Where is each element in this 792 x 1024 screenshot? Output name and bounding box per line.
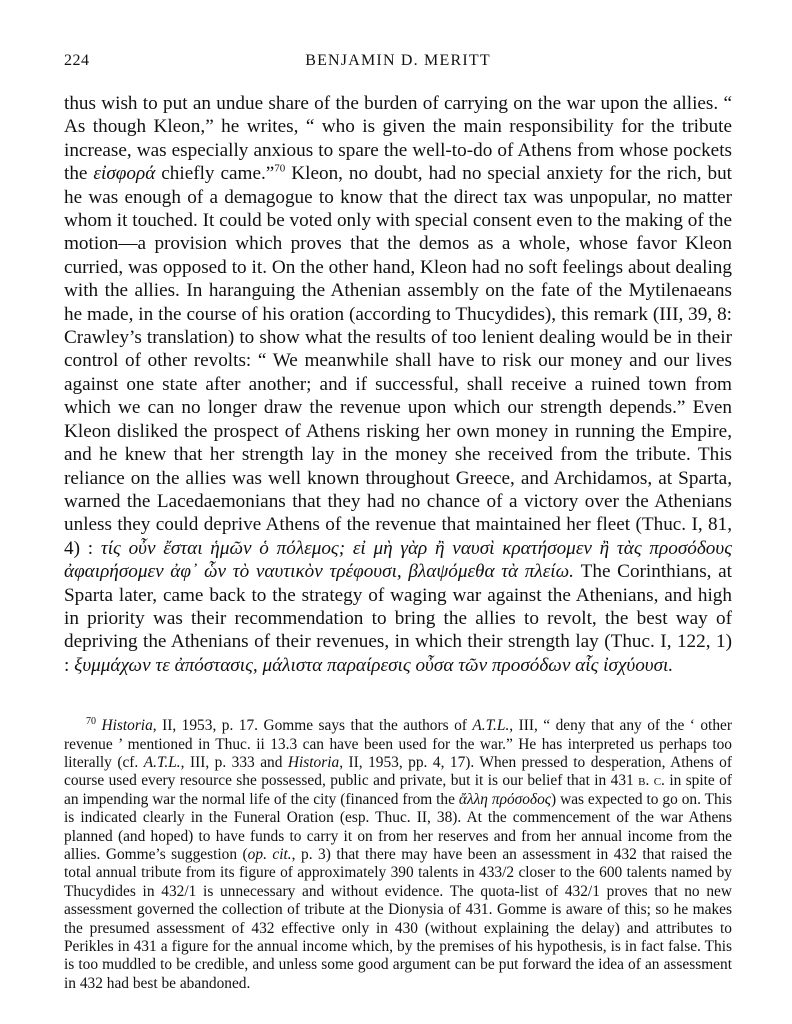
greek-term: ἄλλη πρόσοδος <box>458 790 552 808</box>
body-text-segment: Kleon, no doubt, had no special anxiety for the rich, but he was enough of a demagogue to know that the direct tax was unpopular, no matter whom it touched. It could be voted only with special consent even to the making of the motion—a provision which proves that the demos as a whole, whose favor Kleon curried, was opposed to it. On the other hand, Kleon had no soft feelings about dealing with the allies. In haranguing the Athenian assembly on the fate of the Mytilenaeans he made, in the course of his oration (according to Thucydides), this remark (III, 39, 8: Crawley’s translation) to show what the results of too lenient dealing would be in their control of other revolts: “ We meanwhile shall have to risk our money and our lives against one state after another; and if successful, shall receive a ruined town from which we can no longer draw the revenue upon which our strength depends.” Even Kleon disliked the prospect of Athens risking her own money in running the Empire, and he knew that her strength lay in the money she received from the tribute. This reliance on the allies was well known throughout Greece, and Archidamos, at Sparta, warned the Lacedaemonians that they had no chance of a victory over the Athenians unless they could deprive Athens of the revenue that maintained her fleet (Thuc. I, 81, 4) : <box>64 163 732 559</box>
main-text <box>64 92 732 677</box>
greek-term: εἰσφορά <box>93 163 156 185</box>
footnote-text: in spite of an impending war the normal life of the city (financed from the <box>64 772 732 808</box>
footnote-citation: A.T.L. <box>143 753 181 771</box>
footnote-text: , III, p. 333 and <box>180 753 288 771</box>
footnote-citation: Historia <box>101 717 153 735</box>
footnote-citation: A.T.L. <box>472 717 510 735</box>
footnote <box>64 717 732 993</box>
greek-quotation: ξυμμάχων τε ἀπόστασις, μάλιστα παραίρεσις οὖσα τῶν προσόδων αἷς ἰσχύουσι. <box>74 654 674 676</box>
footnote-text: , p. 3) that there may have been an assessment in 432 that raised the total annual tribute from its figure of approximately 390 talents in 433/2 closer to the 600 talents named by Thucydides in 432/1 is unnecessary and without evidence. The quota-list of 432/1 proves that no new assessment governed the collection of tribute at the Dionysia of 431. Gomme is aware of this; so he makes the presumed assessment of 432 effective only in 430 (without explaining the delay) and attributes to Perikles in 431 a figure for the annual income which, by the premises of his hypothesis, is in fact false. This is too muddled to be credible, and unless some good argument can be put forward the idea of an assessment in 432 had best be abandoned. <box>64 846 732 992</box>
footnote-text: , II, 1953, pp. 4, 17). When pressed to desperation, Athens of course used every resource she possessed, public and private, but it is our belief that in 431 <box>64 753 732 790</box>
footnote-text: ) was expected to go on. This is indicated clearly in the Funeral Oration (esp. Thuc. II, 38). At the commencement of the war Athens planned (and hoped) to have funds to carry it on from her reserves and from her annual income from the allies. Gomme’s suggestion ( <box>64 790 732 863</box>
footnote-text: , II, 1953, p. 17. Gomme says that the authors of <box>152 717 473 735</box>
era-abbreviation: b. c. <box>638 772 665 790</box>
page-header <box>64 52 732 76</box>
footnote-number: 70 <box>86 716 96 728</box>
page-number: 224 <box>64 52 90 69</box>
body-text-segment: thus wish to put an undue share of the burden of carrying on the war upon the allies. “ As though Kleon,” he writes, “ who is given the main responsibility for the tribute increase, was especially anxious to spare the well-to-do of Athens from whose pockets the <box>64 93 732 185</box>
footnote-text: , III, “ deny that any of the ‘ other revenue ’ mentioned in Thuc. ii 13.3 can have been used for the war.” He has interpreted us perhaps too literally (cf. <box>64 717 732 771</box>
running-head: BENJAMIN D. MERITT <box>305 52 491 69</box>
footnote-citation: op. cit. <box>247 846 292 863</box>
body-text-segment: chiefly came.” <box>155 163 275 185</box>
footnote-reference[interactable]: 70 <box>274 162 286 175</box>
footnote-paragraph <box>64 717 732 993</box>
body-text-segment: The Corinthians, at Sparta later, came back to the strategy of waging war against the Athenians, and high in priority was their recommendation to bring the allies to revolt, the best way of depriving the Athenians of their revenues, in which their strength lay (Thuc. I, 122, 1) : <box>64 561 733 676</box>
page <box>64 52 732 993</box>
footnote-citation: Historia <box>287 753 340 771</box>
body-paragraph <box>64 92 732 677</box>
greek-quotation: τίς οὖν ἔσται ἡμῶν ὁ πόλεμος; εἰ μὴ γὰρ ἢ ναυσὶ κρατήσομεν ἢ τὰς προσόδους ἀφαιρήσομεν ἀφ᾽ ὧν τὸ ναυτικὸν τρέφουσι, βλαψόμεθα τὰ πλείω. <box>64 537 732 583</box>
